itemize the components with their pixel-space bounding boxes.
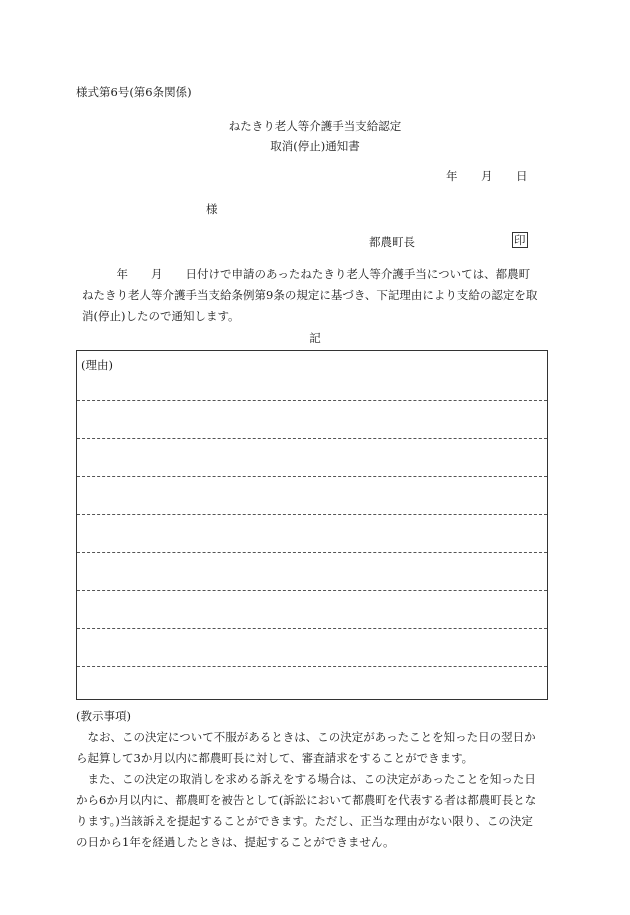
notice-body-line: ねたきり老人等介護手当支給条例第9条の規定に基づき、下記理由により支給の認定を取 bbox=[82, 288, 538, 302]
instructions-line: ります。)当該訴えを提起することができます。ただし、正当な理由がない限り、この決定 bbox=[76, 814, 533, 828]
reason-box bbox=[76, 350, 548, 700]
reason-line bbox=[77, 666, 547, 667]
notice-body bbox=[82, 264, 552, 327]
instructions-heading: (教示事項) bbox=[76, 709, 131, 723]
ki-heading: 記 bbox=[309, 331, 321, 345]
date-month-label: 月 bbox=[481, 169, 493, 183]
instructions-line: から6か月以内に、都農町を被告として(訴訟において都農町を代表する者は都農町長とな bbox=[76, 793, 537, 807]
notice-body-line: 年 月 日付けで申請のあったねたきり老人等介護手当については、都農町 bbox=[82, 267, 531, 281]
reason-line bbox=[77, 438, 547, 439]
reason-line bbox=[77, 590, 547, 591]
date-day-label: 日 bbox=[516, 169, 528, 183]
instructions-line: ら起算して3か月以内に都農町長に対して、審査請求をすることができます。 bbox=[76, 751, 474, 765]
instructions-line: なお、この決定について不服があるときは、この決定があったことを知った日の翌日か bbox=[76, 730, 536, 744]
instructions-section bbox=[76, 706, 554, 853]
reason-line bbox=[77, 628, 547, 629]
reason-line bbox=[77, 552, 547, 553]
reason-label: (理由) bbox=[81, 358, 113, 372]
document-title-line1: ねたきり老人等介護手当支給認定 bbox=[228, 119, 402, 133]
seal-stamp: 印 bbox=[514, 233, 526, 247]
form-number: 様式第6号(第6条関係) bbox=[76, 85, 192, 99]
reason-line bbox=[77, 514, 547, 515]
reason-line bbox=[77, 476, 547, 477]
reason-line bbox=[77, 400, 547, 401]
date-year-label: 年 bbox=[446, 169, 458, 183]
recipient-honorific: 様 bbox=[206, 202, 218, 216]
instructions-line: の日から1年を経過したときは、提起することができません。 bbox=[76, 835, 395, 849]
issuer-name: 都農町長 bbox=[369, 235, 415, 249]
notice-body-line: 消(停止)したので通知します。 bbox=[82, 309, 240, 323]
instructions-line: また、この決定の取消しを求める訴えをする場合は、この決定があったことを知った日 bbox=[76, 772, 536, 786]
document-title-line2: 取消(停止)通知書 bbox=[270, 139, 360, 153]
